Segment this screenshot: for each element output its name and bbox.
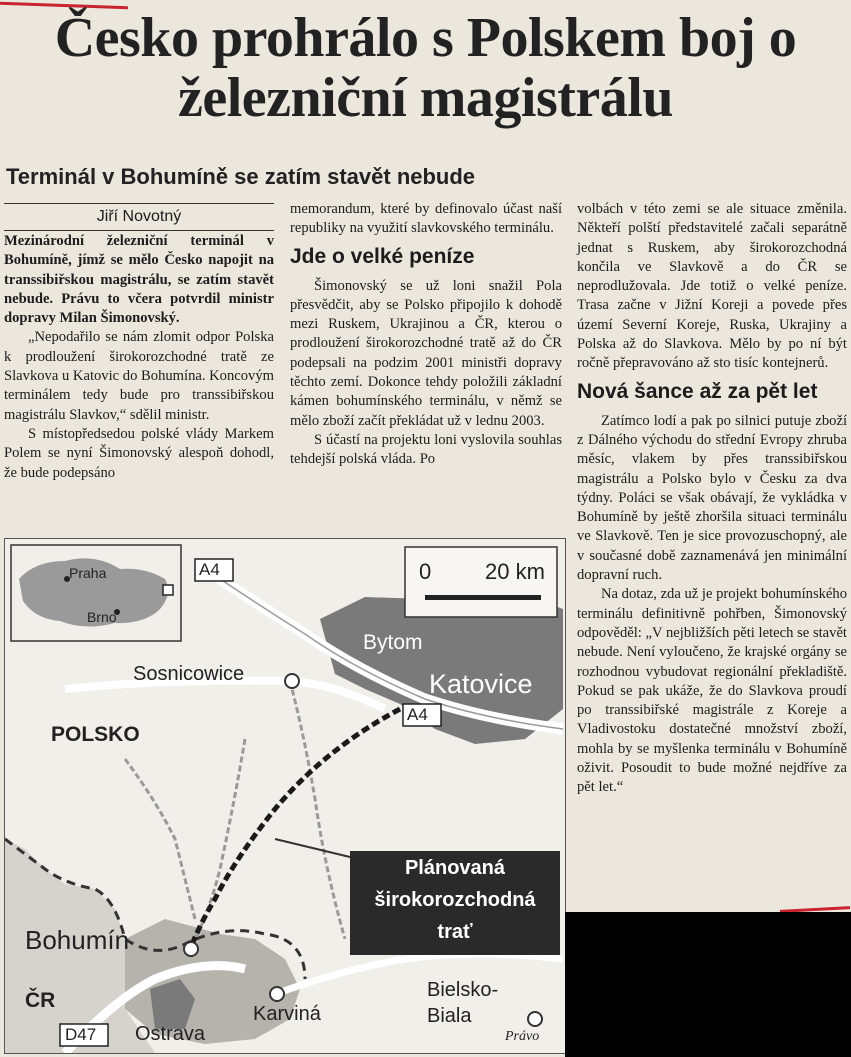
paragraph: Zatímco lodí a pak po silnici putuje zboží z Dálného východu do střední Evropy zhruba měsíc, vlakem by přes transsibiřskou magistrálu a Polsko bylo v Česku za dva týdny. Poláci se však obávají, že vykládka v Bohumíně by ještě zhoršila situaci terminálu ve Slavkově. Ten je sice provozuschopný, ale v současné době zaznamenává jen minimální dopravní ruch. bbox=[577, 412, 847, 584]
scale-bar bbox=[425, 595, 541, 600]
paragraph: S účastí na projektu loni vyslovila souhlas tehdejší polská vláda. Po bbox=[290, 431, 562, 468]
paragraph: volbách v této zemi se ale situace změnila. Někteří polští představitelé začali separátně jednat s Ruskem, aby širokorozchodná končila ve Slavkově a do ČR se neprodlužovala. Jde totiž o velké peníze. Trasa začne v Jižní Koreji a povede přes území Severní Koreje, Ruska, Ukrajiny a Polska až do Slavkova. Mělo by po ní být ročně přepravováno až sto tisíc kontejnerů. bbox=[577, 201, 847, 372]
paragraph: „Nepodařilo se nám zlomit odpor Polska k prodloužení širokorozchodné tratě ze Slavkova u Katovic do Bohumína. Koncovým terminálem tedy bude pro transsibiřskou magistrálu Slavkov,“ sdělil ministr. bbox=[4, 329, 274, 423]
railway-map bbox=[4, 538, 566, 1054]
paragraph: S místopředsedou polské vlády Markem Polem se nyní Šimonovský alespoň dohodl, že bude podepsáno bbox=[4, 425, 274, 481]
node-karvina bbox=[270, 987, 284, 1001]
inset-brno-label: Brno bbox=[87, 609, 117, 625]
byline: Jiří Novotný bbox=[4, 203, 274, 231]
article-headline: Česko prohrálo s Polskem boj o železniční magistrálu bbox=[54, 7, 797, 129]
road-d47-label: D47 bbox=[65, 1025, 97, 1044]
country-cr-label: ČR bbox=[25, 989, 56, 1012]
country-polsko-label: POLSKO bbox=[51, 723, 140, 746]
node-bohumin bbox=[184, 942, 198, 956]
city-bytom-label: Bytom bbox=[363, 631, 423, 654]
road-a4-label: A4 bbox=[407, 705, 428, 724]
city-bielsko-label: Biala bbox=[427, 1005, 472, 1027]
road-a4-label: A4 bbox=[199, 560, 220, 579]
road-bielsko bbox=[275, 954, 563, 994]
node-bielsko bbox=[528, 1012, 542, 1026]
section-heading: Jde o velké peníze bbox=[290, 244, 475, 268]
city-karvina-label: Karviná bbox=[253, 1003, 321, 1025]
section-heading: Nová šance až za pět let bbox=[577, 379, 818, 403]
inset-praha-label: Praha bbox=[69, 565, 107, 581]
node-sosnicowice bbox=[285, 674, 299, 688]
planned-line-label: Plánovaná bbox=[404, 857, 506, 879]
city-katovice-label: Katovice bbox=[429, 669, 533, 699]
city-bohumin-label: Bohumín bbox=[25, 925, 130, 955]
column-3 bbox=[577, 200, 847, 798]
city-bielsko-label: Bielsko- bbox=[427, 979, 499, 1001]
callout-line bbox=[275, 839, 350, 857]
scale-zero-label: 0 bbox=[419, 559, 432, 584]
railway-existing bbox=[125, 681, 345, 939]
column-1 bbox=[4, 232, 274, 483]
planned-line-label: širokorozchodná bbox=[374, 889, 536, 911]
city-sosnicowice-label: Sosnicowice bbox=[133, 663, 245, 685]
map-credit: Právo bbox=[505, 1029, 540, 1044]
paragraph: memorandum, které by definovalo účast naší republiky na využití slavkovského terminálu. bbox=[290, 201, 562, 237]
column-2 bbox=[290, 200, 562, 470]
black-redaction-block bbox=[565, 912, 851, 1057]
city-ostrava-label: Ostrava bbox=[135, 1023, 206, 1045]
lead-paragraph: Mezinárodní železniční terminál v Bohumíně, jímž se mělo Česko napojit na transsibiřskou magistrálu, se zatím stavět nebude. Právu to včera potvrdil ministr dopravy Milan Šimonovský. bbox=[4, 233, 274, 327]
article-subheadline: Terminál v Bohumíně se zatím stavět nebude bbox=[6, 164, 476, 189]
planned-line-label: trať bbox=[437, 921, 473, 943]
scale-km-label: 20 km bbox=[485, 559, 545, 584]
paragraph: Na dotaz, zda už je projekt bohumínského terminálu definitivně pohřben, Šimonovský odpověděl: „V nejbližších pěti letech se stavět nebude. Není vyloučeno, že krajské orgány se rozhodnou vybudovat regionální překladiště. Pokud se pak ukáže, že do Slavkova proudí po transsibiřské magistrále z Koreje a Vladivostoku dostatečné množství zboží, mohla by se myšlenka terminálu v Bohumíně oživit. Posoudit to bude možné nejdříve za pět let.“ bbox=[577, 586, 847, 796]
paragraph: Šimonovský se už loni snažil Pola přesvědčit, aby se Polsko připojilo k dohodě mezi Ruskem, Ukrajinou a ČR, kterou o prodloužení širokorozchodné tratě až do ČR podepsali na podzim 2001 ministři dopravy těchto zemí. Dokonce tehdy položili základní kámen bohumínského terminálu, v němž se mělo zboží začít překládat už v lednu 2003. bbox=[290, 277, 562, 429]
inset-locator bbox=[163, 585, 173, 595]
